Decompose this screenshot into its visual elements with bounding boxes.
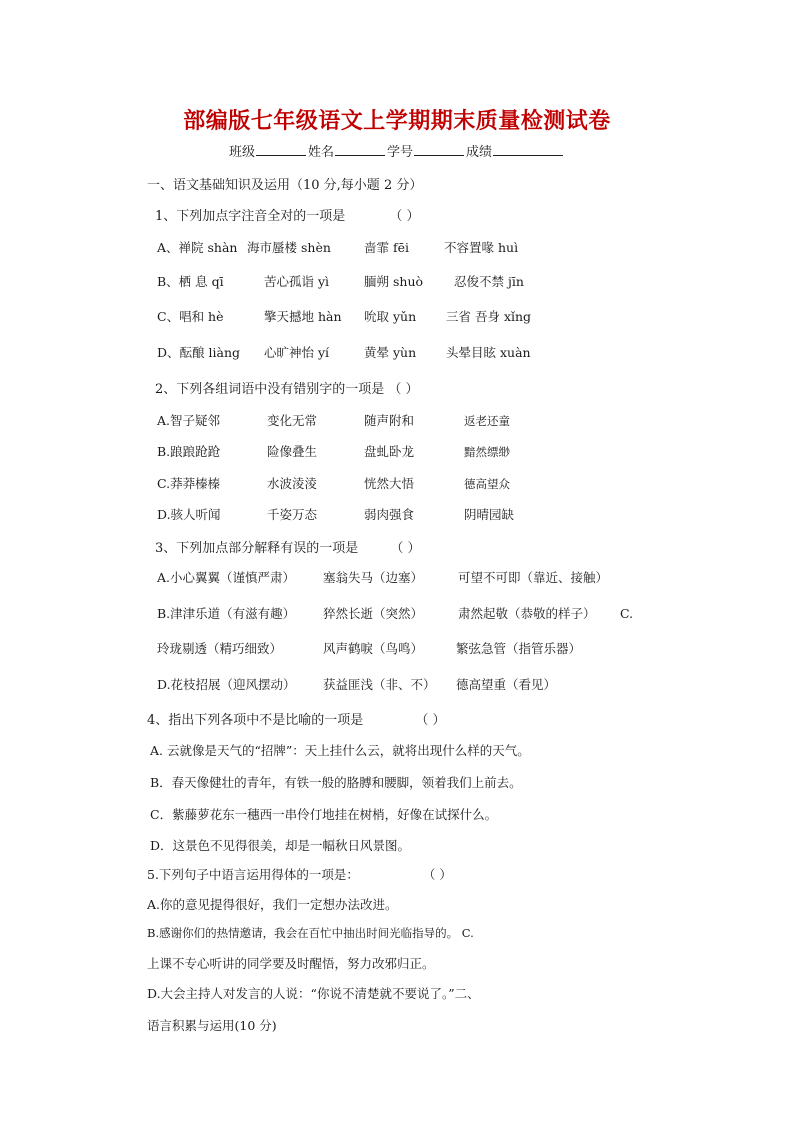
question-3 <box>155 537 421 556</box>
option-item: 吮取 yǔn <box>364 309 417 324</box>
option-item: D.花枝招展（迎风摆动） <box>157 677 296 692</box>
section-2-heading: 语言积累与运用(10 分) <box>147 1018 277 1033</box>
option-item: C、唱和 hè <box>157 309 224 324</box>
question-5-option-c: 上课不专心听讲的同学要及时醒悟，努力改邪归正。 <box>147 956 435 971</box>
option-item: A、禅院 shàn <box>157 240 238 255</box>
question-2-option-c <box>157 474 510 492</box>
question-3-option-d <box>157 675 556 693</box>
question-5-answer-paren[interactable]: （ ） <box>422 867 452 882</box>
option-item: B.津津乐道（有滋有趣） <box>157 606 296 621</box>
option-item: 盘虬卧龙 <box>364 444 415 459</box>
option-item: B、栖 息 qī <box>157 274 224 289</box>
option-item: 海市蜃楼 shèn <box>247 240 331 255</box>
option-item: 险像叠生 <box>267 444 318 459</box>
question-4-option-d: D．这景色不见得很美，却是一幅秋日风景图。 <box>150 838 411 853</box>
option-item: 随声附和 <box>364 413 415 428</box>
option-item: 玲珑剔透（精巧细致） <box>157 641 283 656</box>
question-2-option-b <box>157 442 510 460</box>
class-label: 班级 <box>228 145 255 160</box>
option-item: 肃然起敬（恭敬的样子） <box>458 606 596 621</box>
option-item: D、酝酿 liàng <box>157 345 240 360</box>
option-item: 黯然缥缈 <box>464 445 510 459</box>
option-item: A.智子疑邻 <box>157 413 221 428</box>
option-item: 忍俊不禁 jīn <box>454 274 524 289</box>
question-1 <box>155 205 420 224</box>
option-item: A.小心翼翼（谨慎严肃） <box>157 570 296 585</box>
question-2-option-d <box>157 505 514 523</box>
student-info-line <box>0 141 794 160</box>
option-item: 头晕目眩 xuàn <box>446 345 531 360</box>
question-4 <box>147 709 446 728</box>
question-5-stem: 5.下列句子中语言运用得体的一项是： <box>147 867 359 882</box>
question-4-stem: 4、指出下列各项中不是比喻的一项是 <box>147 713 364 728</box>
question-1-stem: 1、下列加点字注音全对的一项是 <box>155 209 346 224</box>
option-item: C. <box>620 606 634 621</box>
name-blank[interactable] <box>335 143 385 156</box>
option-item: 返老还童 <box>464 414 510 428</box>
name-label: 姓名 <box>307 145 334 160</box>
question-3-stem: 3、下列加点部分解释有误的一项是 <box>155 541 359 556</box>
question-5-option-b: B.感谢你们的热情邀请，我会在百忙中抽出时间光临指导的。 C. <box>147 926 474 940</box>
question-2-option-a <box>157 411 510 429</box>
option-item: 心旷神怡 yí <box>264 345 330 360</box>
question-1-option-c <box>157 307 531 325</box>
option-item: 弱肉强食 <box>364 507 415 522</box>
option-item: 阴晴园缺 <box>464 507 515 522</box>
option-item: 腼朔 shuò <box>364 274 424 289</box>
option-item: 德高望众 <box>464 477 510 491</box>
question-2-stem: 2、下列各组词语中没有错别字的一项是 <box>155 382 385 397</box>
option-item: 繁弦急管（指管乐器） <box>456 641 582 656</box>
option-item: 擎天撼地 hàn <box>264 309 342 324</box>
option-item: 啬霏 fēi <box>364 240 409 255</box>
id-blank[interactable] <box>414 143 464 156</box>
id-label: 学号 <box>387 145 414 160</box>
question-3-answer-paren[interactable]: （ ） <box>390 541 421 556</box>
option-item: 风声鹤唳（鸟鸣） <box>323 641 424 656</box>
option-item: 德高望重（看见） <box>456 677 557 692</box>
question-4-answer-paren[interactable]: （ ） <box>415 713 446 728</box>
option-item: 塞翁失马（边塞） <box>323 570 424 585</box>
option-item: C.莽莽榛榛 <box>157 476 221 491</box>
question-4-option-b: B．春天像健壮的青年，有铁一般的胳膊和腰脚，领着我们上前去。 <box>150 775 522 790</box>
option-item: 变化无常 <box>267 413 318 428</box>
question-5-option-d: D.大会主持人对发言的人说：“你说不清楚就不要说了。”二、 <box>147 986 480 1001</box>
score-label: 成绩 <box>466 145 493 160</box>
option-item: 猝然长逝（突然） <box>323 606 424 621</box>
class-blank[interactable] <box>256 143 306 156</box>
option-item: 获益匪浅（非、不） <box>323 677 436 692</box>
option-item: 黄晕 yùn <box>364 345 417 360</box>
question-1-option-a <box>157 238 518 256</box>
option-item: 恍然大悟 <box>364 476 415 491</box>
question-1-answer-paren[interactable]: （ ） <box>389 209 420 224</box>
question-3-option-a <box>157 568 608 586</box>
question-4-option-c: C．紫藤萝花东一穗西一串伶仃地挂在树梢，好像在试探什么。 <box>150 807 498 822</box>
option-item: B.踉踉跄跄 <box>157 444 221 459</box>
page-title: 部编版七年级语文上学期期末质量检测试卷 <box>183 109 611 134</box>
question-3-option-c <box>157 639 581 657</box>
question-3-option-b <box>157 604 633 622</box>
question-1-option-d <box>157 343 531 361</box>
option-item: 水波淩淩 <box>267 476 318 491</box>
option-item: 三省 吾身 xǐng <box>446 309 532 324</box>
option-item: 不容置喙 huì <box>444 240 519 255</box>
question-5-option-a: A.你的意见提得很好，我们一定想办法改进。 <box>147 897 398 912</box>
score-blank[interactable] <box>493 143 563 156</box>
question-1-option-b <box>157 272 524 290</box>
question-5 <box>147 865 452 883</box>
option-item: 可望不可即（靠近、接触） <box>458 570 609 585</box>
option-item: 苦心孤诣 yì <box>264 274 330 289</box>
question-2 <box>155 378 419 397</box>
question-4-option-a: A. 云就像是天气的“招牌”：天上挂什么云，就将出现什么样的天气。 <box>150 743 530 758</box>
option-item: D.骇人听闻 <box>157 507 221 522</box>
question-2-answer-paren[interactable]: （ ） <box>388 382 419 397</box>
option-item: 千姿万态 <box>267 507 318 522</box>
section-1-heading: 一、语文基础知识及运用（10 分,每小题 2 分） <box>147 178 423 193</box>
